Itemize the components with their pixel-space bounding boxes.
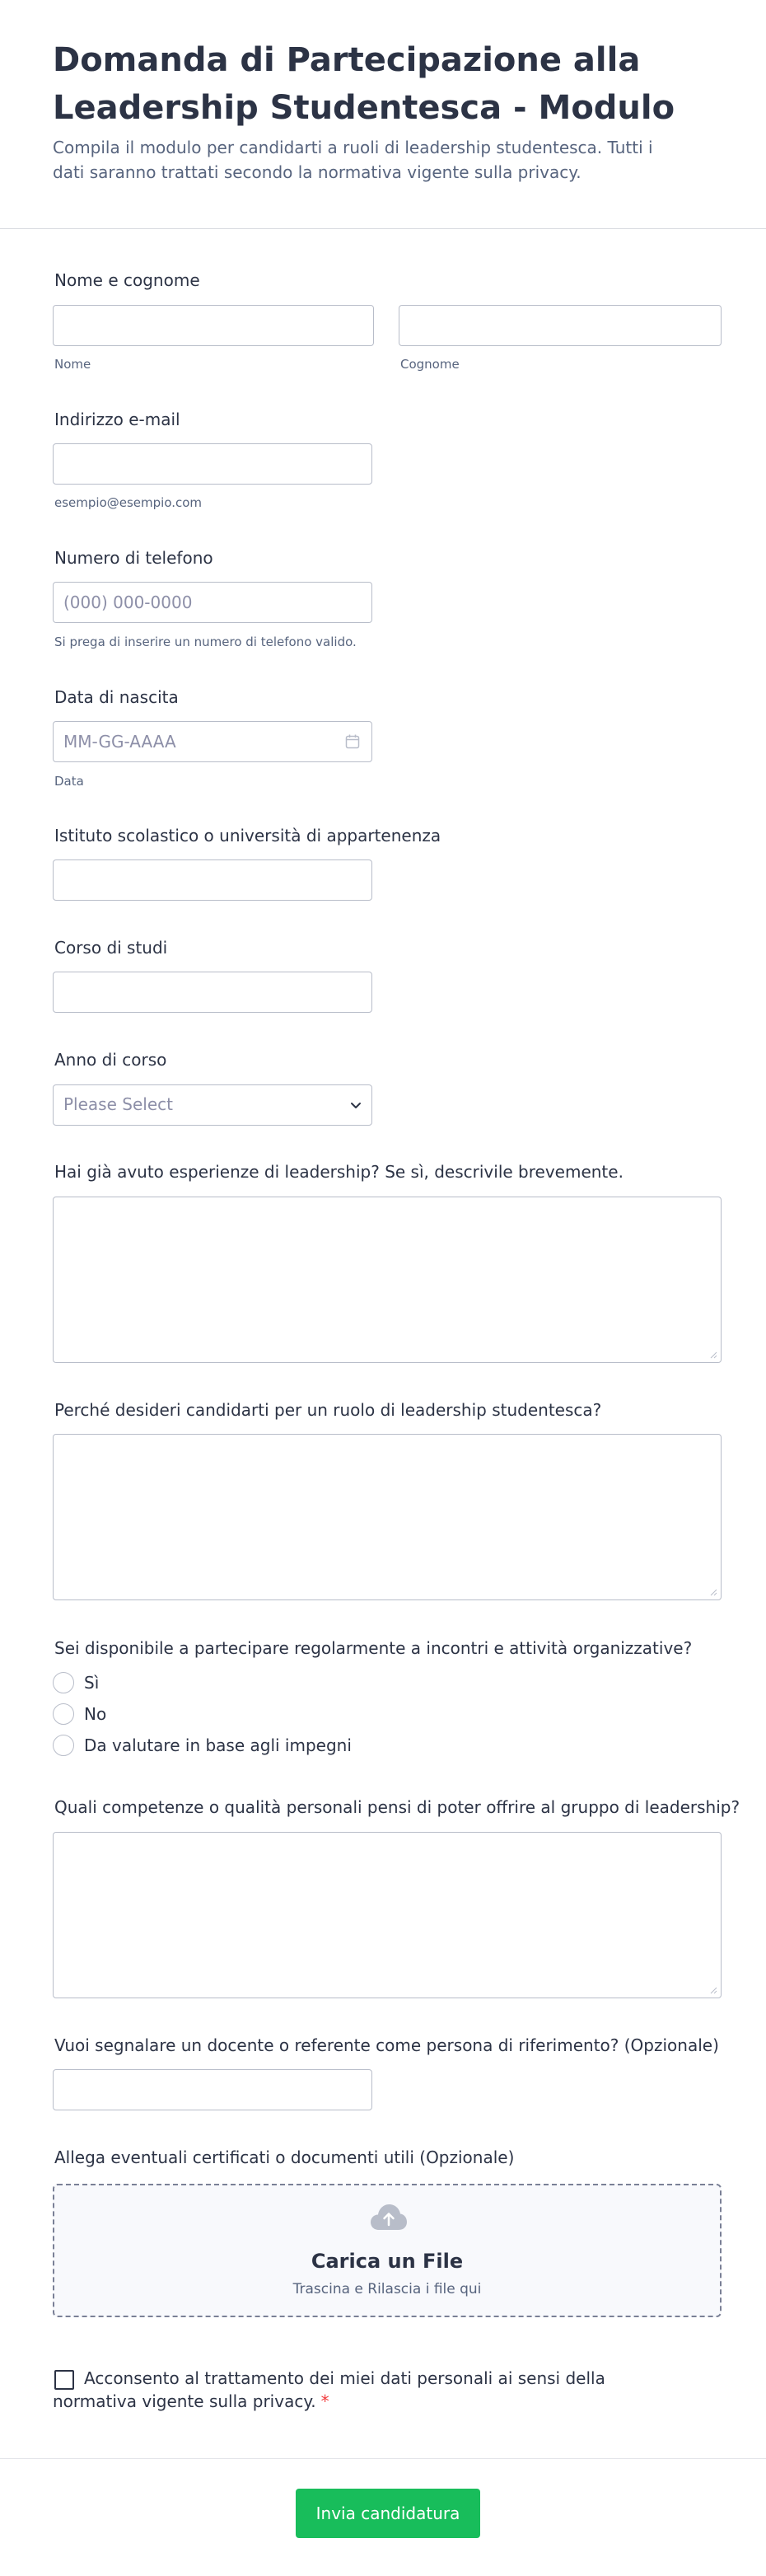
resize-handle-icon[interactable] (709, 1351, 717, 1359)
year-select-value: Please Select (63, 1094, 173, 1114)
resize-handle-icon[interactable] (709, 1588, 717, 1596)
cloud-upload-icon (369, 2202, 409, 2235)
radio-button[interactable] (53, 1703, 74, 1725)
email-label: Indirizzo e-mail (54, 410, 180, 429)
motivation-textarea[interactable] (53, 1434, 722, 1600)
skills-label: Quali competenze o qualità personali pensi di poter offrire al gruppo di leadership? (54, 1797, 740, 1817)
upload-label: Allega eventuali certificati o documenti utili (Opzionale) (54, 2147, 515, 2167)
first-name-sublabel: Nome (54, 357, 91, 372)
phone-input[interactable] (53, 582, 372, 623)
form-title: Domanda di Partecipazione alla Leadership Studentesca - Modulo (53, 41, 675, 127)
upload-title: Carica un File (311, 2250, 464, 2273)
radio-button[interactable] (53, 1672, 74, 1693)
consent-text (53, 2367, 613, 2413)
first-name-input[interactable] (53, 305, 374, 346)
file-upload-dropzone[interactable] (53, 2184, 722, 2317)
email-input[interactable] (53, 443, 372, 485)
form-header (0, 0, 766, 229)
year-select[interactable] (53, 1084, 372, 1126)
radio-label: Sì (84, 1673, 100, 1693)
radio-button[interactable] (53, 1735, 74, 1756)
footer-divider (0, 2458, 766, 2459)
required-asterisk: * (320, 2391, 329, 2411)
calendar-icon[interactable] (344, 733, 361, 750)
availability-label: Sei disponibile a partecipare regolarmente a incontri e attività organizzative? (54, 1638, 693, 1658)
birthdate-sublabel: Data (54, 774, 84, 789)
name-label: Nome e cognome (54, 270, 200, 290)
birthdate-input[interactable] (53, 721, 372, 762)
school-label: Istituto scolastico o università di appartenenza (54, 826, 441, 845)
phone-label: Numero di telefono (54, 548, 213, 568)
course-label: Corso di studi (54, 938, 168, 958)
resize-handle-icon[interactable] (709, 1986, 717, 1994)
course-input[interactable] (53, 972, 372, 1013)
consent-label: Acconsento al trattamento dei miei dati personali ai sensi della normativa vigente sulla privacy. (53, 2368, 605, 2411)
experience-textarea[interactable] (53, 1197, 722, 1363)
last-name-sublabel: Cognome (400, 357, 460, 372)
radio-label: No (84, 1704, 107, 1724)
referent-label: Vuoi segnalare un docente o referente come persona di riferimento? (Opzionale) (54, 2035, 719, 2055)
experience-label: Hai già avuto esperienze di leadership? Se sì, descrivile brevemente. (54, 1162, 624, 1182)
skills-textarea[interactable] (53, 1832, 722, 1998)
referent-input[interactable] (53, 2069, 372, 2110)
last-name-input[interactable] (399, 305, 722, 346)
form-subtitle: Compila il modulo per candidarti a ruoli di leadership studentesca. Tutti i dati saranno trattati secondo la normativa vigente sulla privacy. (53, 138, 653, 182)
radio-label: Da valutare in base agli impegni (84, 1735, 352, 1755)
phone-sublabel: Si prega di inserire un numero di telefono valido. (54, 635, 357, 649)
upload-hint: Trascina e Rilascia i file qui (292, 2281, 482, 2297)
school-input[interactable] (53, 859, 372, 901)
chevron-down-icon (348, 1098, 363, 1112)
year-label: Anno di corso (54, 1050, 167, 1070)
motivation-label: Perché desideri candidarti per un ruolo di leadership studentesca? (54, 1400, 602, 1420)
submit-button[interactable]: Invia candidatura (296, 2489, 480, 2538)
birthdate-label: Data di nascita (54, 687, 179, 707)
email-sublabel: esempio@esempio.com (54, 495, 203, 510)
